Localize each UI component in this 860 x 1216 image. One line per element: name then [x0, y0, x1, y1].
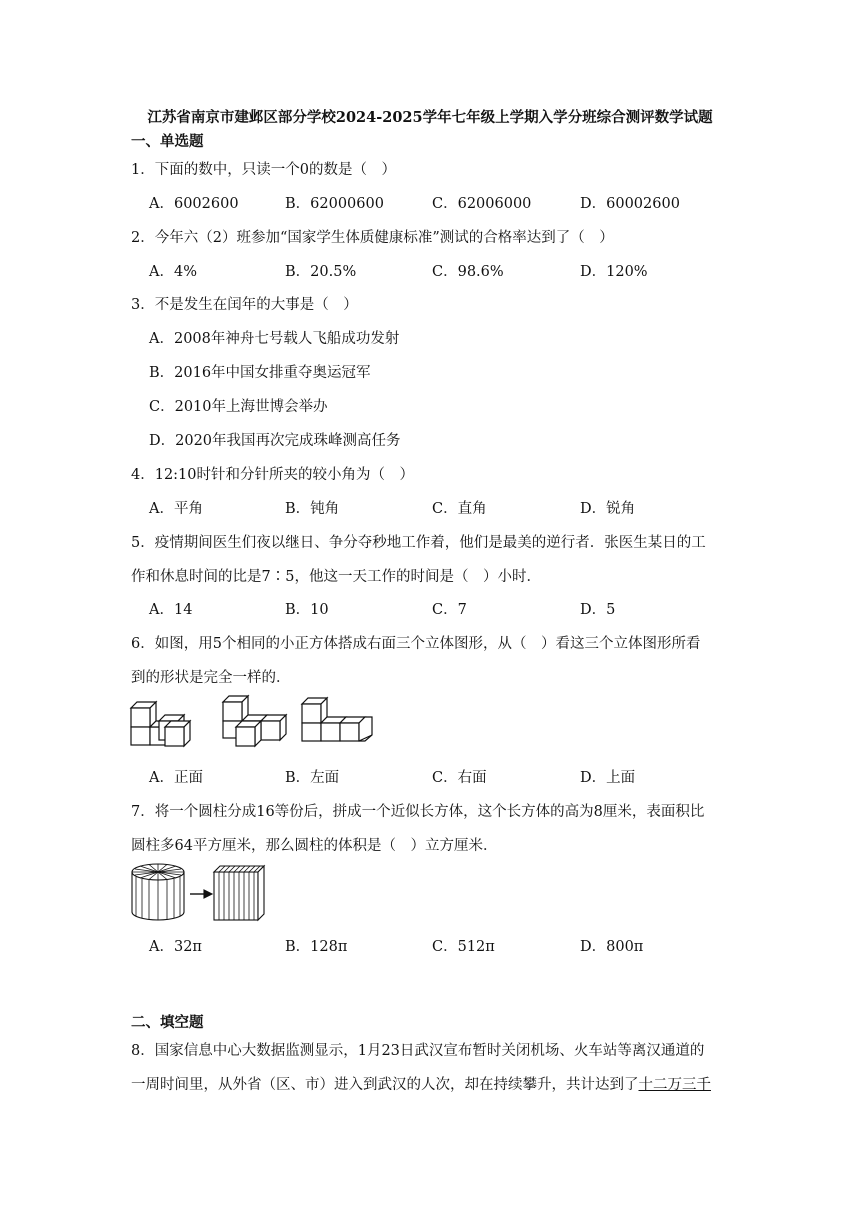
- option-b: B．20.5%: [285, 264, 357, 280]
- option-c: C．62006000: [432, 196, 532, 212]
- option-a: A．4%: [149, 264, 197, 280]
- option-c: C．512π: [432, 939, 495, 955]
- question-5-stem-line1: 5．疫情期间医生们夜以继日、争分夺秒地工作着，他们是最美的逆行者．张医生某日的工: [131, 535, 706, 551]
- question-8-line2-text: 一周时间里，从外省（区、市）进入到武汉的人次，却在持续攀升，共计达到了: [131, 1077, 639, 1093]
- cube-figure-1: [131, 702, 190, 746]
- question-2-options: [149, 260, 749, 280]
- option-b: B．钝角: [285, 501, 340, 517]
- option-b: B．128π: [285, 939, 348, 955]
- option-c: C．右面: [432, 770, 487, 786]
- option-c: C．98.6%: [432, 264, 504, 280]
- question-1-stem: 1．下面的数中，只读一个0的数是（ ）: [131, 162, 396, 178]
- question-7-options: [149, 935, 749, 955]
- cube-figure-3: [302, 698, 372, 741]
- question-8-line2: [131, 1073, 711, 1094]
- cube-figure-2: [223, 696, 286, 746]
- question-7-stem-line1: 7．将一个圆柱分成16等份后，拼成一个近似长方体，这个长方体的高为8厘米，表面积比: [131, 804, 705, 820]
- option-b: B．左面: [285, 770, 340, 786]
- option-d: D．上面: [580, 770, 636, 786]
- cuboid-figure: [214, 866, 264, 920]
- option-b: B．10: [285, 602, 329, 618]
- question-4-stem: 4．12:10时针和分针所夹的较小角为（ ）: [131, 467, 415, 483]
- option-c: C．2010年上海世博会举办: [149, 399, 328, 415]
- question-7-stem-line2: 圆柱多64平方厘米，那么圆柱的体积是（ ）立方厘米．: [131, 838, 498, 854]
- option-a: A．2008年神舟七号载人飞船成功发射: [149, 331, 400, 347]
- option-c: C．7: [432, 602, 467, 618]
- option-d: D．锐角: [580, 501, 636, 517]
- page-title: 江苏省南京市建邺区部分学校2024-2025学年七年级上学期入学分班综合测评数学试题: [147, 109, 713, 126]
- question-5-stem-line2: 作和休息时间的比是7∶5，他这一天工作的时间是（ ）小时．: [131, 569, 541, 585]
- cylinder-to-cuboid-figure: [128, 862, 268, 924]
- section-heading-single-choice: 一、单选题: [131, 133, 204, 150]
- option-a: A．正面: [149, 770, 203, 786]
- question-3-stem: 3．不是发生在闰年的大事是（ ）: [131, 297, 358, 313]
- question-5-options: [149, 598, 749, 618]
- option-a: A．6002600: [149, 196, 239, 212]
- option-b: B．62000600: [285, 196, 384, 212]
- option-d: D．5: [580, 602, 616, 618]
- option-d: D．800π: [580, 939, 644, 955]
- question-6-options: [149, 766, 749, 786]
- question-2-stem: 2．今年六（2）班参加“国家学生体质健康标准”测试的合格率达到了（ ）: [131, 230, 614, 246]
- underlined-answer-text: 十二万三千: [638, 1077, 711, 1093]
- question-8-line1: 8．国家信息中心大数据监测显示，1月23日武汉宣布暂时关闭机场、火车站等离汉通道的: [131, 1043, 705, 1059]
- option-c: C．直角: [432, 501, 487, 517]
- option-a: A．32π: [149, 939, 202, 955]
- option-d: D．2020年我国再次完成珠峰测高任务: [149, 433, 401, 449]
- cylinder-figure: [132, 864, 184, 920]
- question-4-options: [149, 497, 749, 517]
- question-1-options: [149, 192, 749, 212]
- question-6-stem-line1: 6．如图，用5个相同的小正方体搭成右面三个立体图形，从（ ）看这三个立体图形所看: [131, 636, 701, 652]
- question-6-stem-line2: 到的形状是完全一样的．: [131, 670, 291, 686]
- cube-figures: [128, 694, 378, 750]
- option-a: A．平角: [149, 501, 203, 517]
- option-b: B．2016年中国女排重夺奥运冠军: [149, 365, 371, 381]
- option-d: D．120%: [580, 264, 648, 280]
- option-d: D．60002600: [580, 196, 680, 212]
- option-a: A．14: [149, 602, 193, 618]
- section-heading-fill-in: 二、填空题: [131, 1014, 204, 1031]
